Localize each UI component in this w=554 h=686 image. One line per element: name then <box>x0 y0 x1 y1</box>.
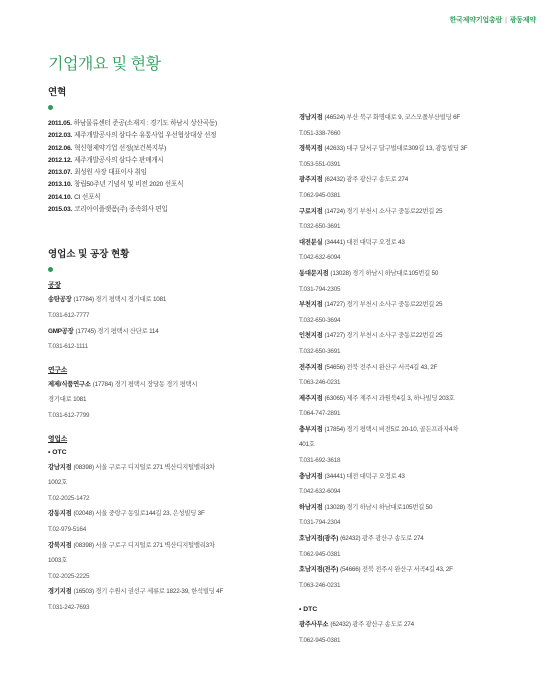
site-line <box>48 475 288 491</box>
site-address: (63065) 제주 제주시 과원북4길 3, 하나빌딩 203호 <box>324 394 455 402</box>
factory-heading: 공장 <box>48 282 61 290</box>
site-line <box>299 188 539 204</box>
site-line <box>48 506 288 522</box>
history-text: 최성원 사장 대표이사 취임 <box>74 169 147 177</box>
history-item <box>48 143 288 155</box>
history-list <box>48 118 288 216</box>
site-line <box>48 538 288 554</box>
site-address: (62432) 광주 광산구 송도로 274 <box>324 176 409 184</box>
site-address: (34441) 대전 대덕구 오정로 43 <box>324 472 405 480</box>
brand-right: 광동제약 <box>509 17 536 24</box>
site-line <box>299 547 539 563</box>
site-name: 광주사무소 <box>299 621 329 629</box>
site-line <box>299 578 539 594</box>
page-title: 기업개요 및 현황 <box>48 56 161 73</box>
site-line <box>299 515 539 531</box>
site-address: (16503) 경기 수원시 권선구 세류로 1822-39, 한석빌딩 4F <box>73 588 224 596</box>
site-line <box>299 500 539 516</box>
site-line <box>299 437 539 453</box>
site-address: (62432) 광주 광산구 송도로 274 <box>340 535 424 543</box>
site-address: (46524) 부산 북구 화명대로 9, 코스모폴부산빌딩 6F <box>324 114 461 121</box>
site-line <box>48 491 288 507</box>
sales-left-list <box>48 460 288 616</box>
site-name: 경남지점 <box>299 114 323 121</box>
history-item <box>48 204 288 216</box>
history-item <box>48 155 288 167</box>
site-address: (42633) 대구 달서구 달구벌대로309길 13, 광동빌딩 3F <box>324 145 468 153</box>
site-address: (17745) 경기 평택시 산단로 114 <box>75 327 159 335</box>
site-phone: T.032-650-3691 <box>299 223 341 231</box>
site-line <box>299 219 539 235</box>
site-line <box>299 633 539 649</box>
site-phone: T.031-242-7693 <box>48 603 90 611</box>
site-address: (62432) 광주 광산구 송도로 274 <box>330 621 414 629</box>
site-address: 경기대로 1081 <box>48 396 87 404</box>
site-line <box>299 531 539 547</box>
otc-label: • OTC <box>48 448 67 456</box>
site-line <box>299 453 539 469</box>
site-name: 부천지점 <box>299 301 323 309</box>
history-text: CI 선포식 <box>74 193 101 201</box>
site-phone: T.02-2025-1472 <box>48 494 90 502</box>
history-date: 2013.10. <box>48 181 73 189</box>
history-item <box>48 130 288 142</box>
site-address: (54656) 전북 전주시 완산구 서곡4길 43, 2F <box>324 363 438 371</box>
site-address: (14724) 경기 부천시 소사구 중동로22번길 25 <box>324 207 443 215</box>
site-line <box>299 328 539 344</box>
site-address: (13028) 경기 하남시 하남대로105번길 50 <box>324 503 433 511</box>
site-name: 하남지점 <box>299 503 323 511</box>
history-text: 코리아이플랫폼(주) 종속회사 편입 <box>74 206 168 214</box>
dtc-label: • DTC <box>299 606 318 614</box>
site-line <box>299 344 539 360</box>
site-line <box>299 391 539 407</box>
site-phone: T.042-632-6094 <box>299 488 341 496</box>
site-line <box>48 460 288 476</box>
site-line <box>299 406 539 422</box>
site-name: 인천지점 <box>299 332 323 340</box>
site-phone: T.031-612-1111 <box>48 343 88 351</box>
site-phone: T.02-979-5164 <box>48 525 87 533</box>
site-phone: T.053-551-0391 <box>299 160 341 168</box>
site-address: (08398) 서울 구로구 디지털로 271 벽산디지털밸리3차 <box>73 463 215 471</box>
history-item <box>48 192 288 204</box>
site-name: 강동지점 <box>48 510 72 518</box>
site-name: 제제/식품연구소 <box>48 380 91 388</box>
site-name: 동대문지점 <box>299 269 329 277</box>
site-phone: T.031-794-2305 <box>299 285 341 293</box>
site-phone: T.063-246-0231 <box>299 581 341 589</box>
site-phone: T.063-246-0231 <box>299 379 341 387</box>
brand-separator: | <box>505 17 507 24</box>
site-line <box>299 562 539 578</box>
site-phone: T.051-338-7660 <box>299 129 341 137</box>
site-address: (17784) 경기 평택시 경기대로 1081 <box>73 296 167 304</box>
dtc-list <box>299 617 539 648</box>
site-name: 경북지점 <box>299 145 323 153</box>
site-line <box>299 484 539 500</box>
history-text: 제주개발공사의 삼다수 판매개시 <box>74 156 164 164</box>
site-line <box>299 469 539 485</box>
site-line <box>299 157 539 173</box>
site-name: 강북지점 <box>48 541 72 549</box>
site-phone: T.042-632-6094 <box>299 254 341 262</box>
history-date: 2015.03. <box>48 206 73 214</box>
site-phone: T.031-794-2304 <box>299 519 341 527</box>
site-name: 충부지점 <box>299 425 323 433</box>
site-line <box>299 172 539 188</box>
site-name: 송탄공장 <box>48 296 72 304</box>
site-name: 호남지점(전주) <box>299 566 339 574</box>
site-name: 제주지점 <box>299 394 323 402</box>
lab-list <box>48 377 288 424</box>
site-name: 전주지점 <box>299 363 323 371</box>
brand-left: 한국제약기업총람 <box>449 17 503 24</box>
site-address: (08398) 서울 구로구 디지털로 271 벽산디지털밸리3차 <box>73 541 215 549</box>
history-date: 2014.10. <box>48 193 73 201</box>
site-phone: T.031-612-7799 <box>48 411 90 419</box>
site-address: (02048) 서울 중랑구 동일로144길 23, 은성빌딩 3F <box>73 510 205 518</box>
site-name: 광주지점 <box>299 176 323 184</box>
history-text: 제주개발공사의 삼다수 유통사업 우선협상대상 선정 <box>74 132 217 140</box>
sites-dot <box>48 267 53 272</box>
site-name: 강남지점 <box>48 463 72 471</box>
site-address: 1002호 <box>48 479 68 487</box>
site-line <box>299 204 539 220</box>
history-text: 혁신형제약기업 선정(보건복지부) <box>74 144 167 152</box>
site-phone: T.031-692-3618 <box>299 457 341 465</box>
site-phone: T.062-945-0381 <box>299 550 341 558</box>
site-line <box>48 292 288 308</box>
site-name: 호남지점(광주) <box>299 535 339 543</box>
site-address: (34441) 대전 대덕구 오정로 43 <box>324 238 405 246</box>
history-item <box>48 179 288 191</box>
site-line <box>48 339 288 355</box>
sales-right-list <box>299 110 539 593</box>
site-line <box>299 313 539 329</box>
site-line <box>299 297 539 313</box>
site-address: 401호 <box>299 441 315 449</box>
history-item <box>48 167 288 179</box>
header-brand <box>450 15 536 25</box>
sites-title: 영업소 및 공장 현황 <box>48 249 130 261</box>
history-dot <box>48 105 53 110</box>
site-phone: T.032-650-3691 <box>299 347 341 355</box>
history-date: 2012.03. <box>48 132 73 140</box>
history-date: 2012.12. <box>48 156 73 164</box>
site-line <box>48 569 288 585</box>
history-text: 창립50주년 기념식 및 비전 2020 선포식 <box>74 181 184 189</box>
site-address: (14727) 경기 부천시 소사구 중동로22번길 25 <box>324 332 443 340</box>
site-line <box>299 110 539 126</box>
history-title: 연혁 <box>48 87 67 98</box>
site-line <box>299 282 539 298</box>
history-date: 2011.05. <box>48 120 72 127</box>
site-line <box>299 422 539 438</box>
site-address: (14727) 경기 부천시 소사구 중동로22번길 25 <box>324 301 443 309</box>
site-address: (54666) 전북 전주시 완산구 서곡4길 43, 2F <box>340 566 453 574</box>
site-phone: T.062-945-0381 <box>299 191 341 199</box>
site-line <box>48 522 288 538</box>
site-name: 구로지점 <box>299 207 323 215</box>
site-phone: T.064-747-2891 <box>299 410 341 418</box>
left-column <box>48 86 288 615</box>
site-address: (17784) 경기 평택시 장당동 경기 평택시 <box>92 380 198 388</box>
site-address: (13028) 경기 하남시 하남대로105번길 50 <box>330 269 439 277</box>
site-phone: T.02-2025-2225 <box>48 572 90 580</box>
site-line <box>48 600 288 616</box>
site-line <box>299 250 539 266</box>
site-line <box>48 553 288 569</box>
lab-heading: 연구소 <box>48 366 68 374</box>
site-line <box>299 126 539 142</box>
site-line <box>48 324 288 340</box>
site-name: 대전분실 <box>299 238 323 246</box>
site-name: GMP공장 <box>48 327 74 335</box>
site-line <box>48 308 288 324</box>
site-line <box>48 377 288 393</box>
site-address: (17854) 경기 평택시 비전5로 20-10, 골든프라자4차 <box>324 425 459 433</box>
site-phone: T.032-650-3694 <box>299 316 341 324</box>
site-line <box>48 408 288 424</box>
site-name: 충남지점 <box>299 472 323 480</box>
site-name: 경기지점 <box>48 588 72 596</box>
site-phone: T.031-612-7777 <box>48 311 90 319</box>
right-column <box>299 110 539 649</box>
site-line <box>299 141 539 157</box>
history-date: 2012.06. <box>48 144 73 152</box>
site-phone: T.062-945-0381 <box>299 637 341 644</box>
site-line <box>299 235 539 251</box>
site-address: 1003호 <box>48 557 68 565</box>
site-line <box>299 617 539 633</box>
site-line <box>299 375 539 391</box>
site-line <box>299 360 539 376</box>
factory-list <box>48 292 288 354</box>
site-line <box>48 584 288 600</box>
site-line <box>48 392 288 408</box>
site-line <box>299 266 539 282</box>
history-item <box>48 118 288 130</box>
sales-heading: 영업소 <box>48 435 68 443</box>
history-text: 하남물류센터 준공(소재지 : 경기도 하남시 상산곡동) <box>73 120 218 127</box>
history-date: 2013.07. <box>48 169 73 177</box>
